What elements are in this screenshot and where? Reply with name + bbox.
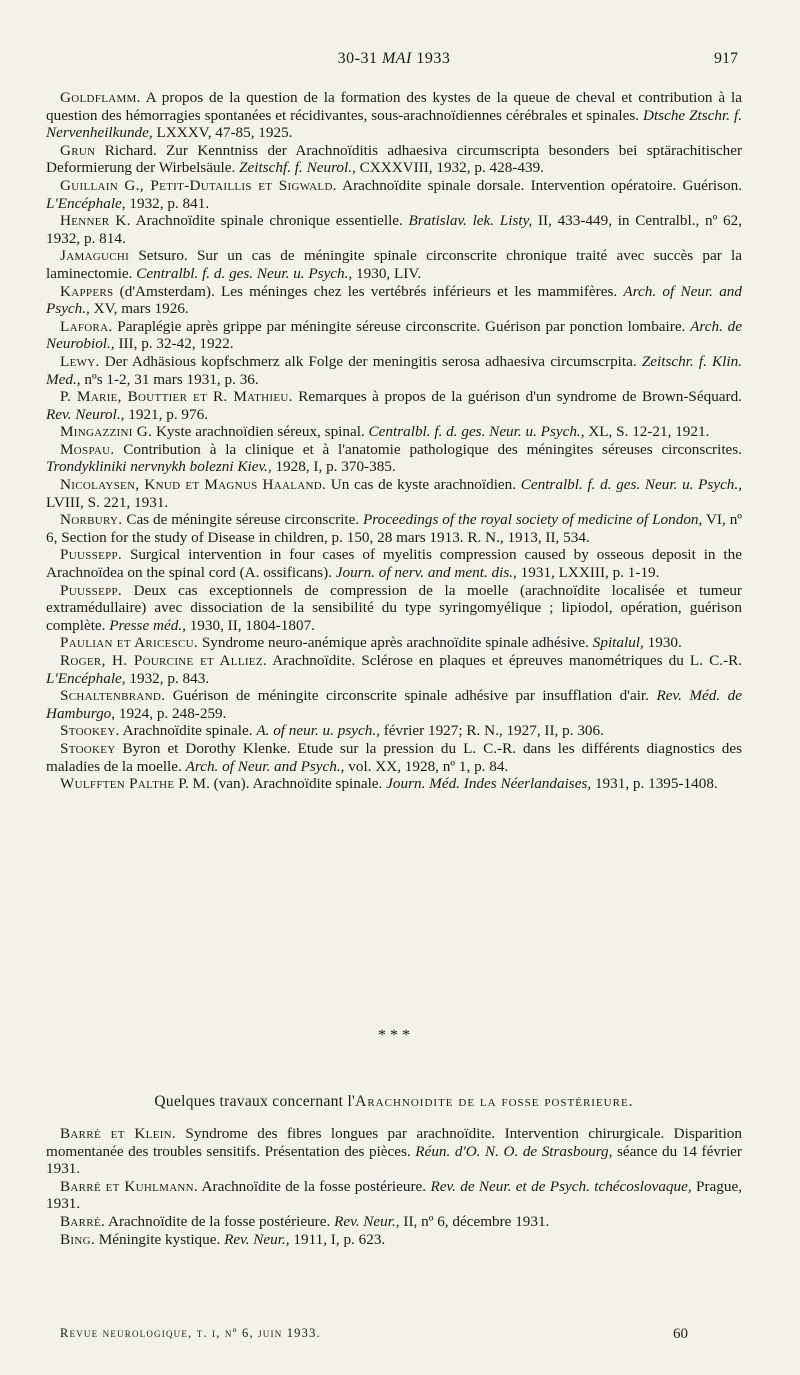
reference-journal: Spitalul, [592, 634, 644, 652]
reference-text: Un cas de kyste arachnoïdien. [326, 476, 521, 494]
reference-details: 1931, LXXIII, p. 1-19. [516, 564, 660, 582]
reference-journal: Arch. de Neurobiol., [46, 317, 743, 353]
reference-text: Syndrome des fibres longues par arachnoïdite. Intervention chirurgicale. Disparition momentanée des troubles sensitifs. Présentation des pièces. [46, 1125, 742, 1160]
reference-journal: Dtsche Ztschr. f. Nervenheilkunde, [46, 106, 743, 142]
reference-entry [46, 1213, 742, 1231]
reference-entry [46, 423, 742, 441]
section-title: Quelques travaux concernant l'Arachnoidite de la fosse postérieure. [154, 1093, 634, 1110]
reference-details: 1932, p. 841. [125, 194, 210, 212]
reference-details: séance du 14 février 1931. [46, 1142, 742, 1178]
reference-text: Der Adhäsious kopfschmerz alk Folge der meningitis serosa adhaesiva circumscrpita. [99, 352, 642, 370]
reference-entry [46, 1231, 742, 1249]
reference-details: 1911, I, p. 623. [289, 1230, 386, 1248]
reference-details: CXXXVIII, 1932, p. 428-439. [355, 159, 544, 177]
reference-author: Barré et Klein. [60, 1125, 177, 1142]
reference-author: Roger, H. Pourcine et Alliez. [60, 652, 267, 669]
reference-author: Paulian et Aricescu. [60, 634, 199, 652]
reference-entry [46, 652, 742, 687]
reference-entry [46, 546, 742, 581]
reference-entry [46, 634, 742, 652]
reference-text: Guérison de méningite circonscrite spinale adhésive par insufflation d'air. [165, 687, 657, 705]
reference-list-posterior-fossa [46, 1125, 742, 1248]
reference-entry [46, 318, 742, 353]
reference-entry [46, 142, 742, 177]
reference-author: Barré et Kuhlmann. [60, 1177, 199, 1195]
reference-journal: Zeitschf. f. Neurol., [239, 159, 356, 177]
reference-entry [46, 212, 742, 247]
reference-journal: Rev. de Neur. et de Psych. tchécoslovaque, [430, 1177, 692, 1195]
reference-text: Arachnoïdite de la fosse postérieure. [198, 1177, 431, 1195]
reference-journal: Arch. of Neur. and Psych., [185, 757, 345, 775]
reference-author: Henner K. [60, 212, 131, 230]
reference-text: Byron et Dorothy Klenke. Etude sur la pression du L. C.-R. dans les différents diagnostics des maladies de la moelle. [46, 739, 742, 775]
reference-author: Nicolaysen, Knud et Magnus Haaland. [60, 476, 327, 494]
reference-author: Lafora. [60, 317, 113, 335]
reference-details: 1930. [643, 634, 682, 652]
reference-details: 1930, LIV. [352, 264, 422, 282]
page-header [46, 50, 742, 72]
reference-journal: Zeitschr. f. Klin. Med., [46, 352, 743, 388]
reference-text: Cas de méningite séreuse circonscrite. [122, 511, 364, 529]
reference-author: Kappers [60, 282, 114, 300]
reference-journal: Rev. Neur., [334, 1212, 400, 1230]
reference-author: Barré. [60, 1212, 106, 1230]
reference-entry [46, 775, 742, 793]
reference-journal: Rev. Neurol., [46, 405, 125, 423]
reference-details: vol. XX, 1928, nº 1, p. 84. [344, 757, 509, 775]
reference-author: Mospau. [60, 440, 115, 458]
reference-details: III, p. 32-42, 1922. [114, 335, 234, 353]
reference-text: Arachnoïdite spinale. [119, 722, 257, 740]
reference-list [46, 89, 742, 793]
reference-author: Stookey [60, 739, 116, 757]
reference-details: 1921, p. 976. [124, 405, 208, 423]
reference-entry [46, 247, 742, 282]
reference-journal: Arch. of Neur. and Psych., [46, 282, 742, 318]
reference-author: Wulfften Palthe [60, 775, 175, 793]
reference-journal: Rev. Neur., [224, 1230, 290, 1248]
reference-details: février 1927; R. N., 1927, II, p. 306. [379, 722, 604, 740]
reference-text: Syndrome neuro-anémique après arachnoïdite spinale adhésive. [198, 634, 593, 652]
reference-author: Norbury. [60, 511, 123, 529]
page-footer [46, 1326, 742, 1346]
reference-entry [46, 283, 742, 318]
reference-journal: Journ. Méd. Indes Néerlandaises, [386, 775, 592, 793]
reference-entry [46, 476, 742, 511]
footer-journal: Revue neurologique, t. i, nº 6, juin 1933. [60, 1326, 321, 1340]
reference-author: Bing. [60, 1230, 95, 1248]
reference-journal: Centralbl. f. d. ges. Neur. u. Psych., [136, 264, 353, 282]
reference-text: P. M. (van). Arachnoïdite spinale. [174, 775, 387, 793]
reference-author: Stookey. [60, 722, 120, 740]
reference-entry [46, 1125, 742, 1178]
reference-entry [46, 441, 742, 476]
reference-journal: L'Encéphale, [46, 194, 126, 212]
reference-journal: Trondykliniki nervnykh bolezni Kiev., [46, 458, 272, 476]
reference-author: Puussepp. [60, 581, 123, 599]
reference-text: Arachnoïdite de la fosse postérieure. [105, 1212, 335, 1230]
reference-text: Surgical intervention in four cases of myelitis compression caused by osseous deposit in the Arachnoïdea on the spinal cord (A. ossificans). [46, 546, 742, 582]
reference-journal: Centralbl. f. d. ges. Neur. u. Psych., [520, 476, 742, 494]
reference-details: 1928, I, p. 370-385. [271, 458, 396, 476]
reference-details: nºs 1-2, 31 mars 1931, p. 36. [80, 370, 259, 388]
reference-details: 1924, p. 248-259. [115, 704, 227, 722]
footer-signature: 60 [673, 1326, 688, 1342]
reference-entry [46, 177, 742, 212]
reference-details: LVIII, S. 221, 1931. [46, 493, 169, 511]
reference-entry [46, 582, 742, 635]
reference-journal: Centralbl. f. d. ges. Neur. u. Psych., [368, 423, 585, 441]
reference-entry [46, 89, 742, 142]
reference-text: Arachnoïdite spinale chronique essentielle. [130, 212, 409, 230]
reference-journal: A. of neur. u. psych., [256, 722, 380, 740]
reference-text: (d'Amsterdam). Les méninges chez les vertébrés inférieurs et les mammifères. [113, 282, 624, 300]
reference-details: XL, S. 12-21, 1921. [584, 423, 710, 441]
reference-details: VI, nº 6, Section for the study of Disease in children, p. 150, 28 mars 1913. R. N., 1913, II, 534. [46, 511, 742, 546]
reference-details: 1930, II, 1804-1807. [185, 616, 315, 634]
reference-text: Méningite kystique. [94, 1230, 225, 1248]
reference-journal: Rev. Méd. de Hamburgo, [46, 687, 742, 722]
reference-author: Schaltenbrand. [60, 687, 166, 705]
reference-entry [46, 722, 742, 740]
reference-text: Remarques à propos de la guérison d'un syndrome de Brown-Séquard. [292, 388, 742, 406]
reference-entry [46, 740, 742, 775]
reference-details: Prague, 1931. [46, 1177, 742, 1213]
reference-text: Richard. Zur Kenntniss der Arachnoïditis adhaesiva circumscripta besonders bei sptärachitischer Deformierung der Wirbelsäule. [46, 141, 742, 177]
section-separator: * * * [378, 1027, 410, 1044]
reference-entry [46, 1178, 742, 1213]
reference-journal: Réun. d'O. N. O. de Strasbourg, [415, 1142, 613, 1160]
reference-journal: Journ. of nerv. and ment. dis., [335, 564, 517, 582]
reference-author: P. Marie, Bouttier et R. Mathieu. [60, 388, 293, 406]
reference-details: LXXXV, 47-85, 1925. [152, 124, 293, 142]
reference-author: Mingazzini G. [60, 423, 153, 441]
reference-text: Deux cas exceptionnels de compression de la moelle (arachnoïdite localisée et tumeur extramédullaire) avec dissociation de la sensibilité du type syringomyélique ; lipiodol, opération, guérison complète. [46, 581, 742, 634]
reference-author: Puussepp. [60, 546, 123, 564]
reference-author: Jamaguchi [60, 247, 130, 265]
reference-text: Arachnoïdite. Sclérose en plaques et épreuves manométriques du L. C.-R. [266, 652, 742, 669]
reference-journal: Presse méd., [109, 616, 186, 634]
reference-details: II, nº 6, décembre 1931. [399, 1212, 550, 1230]
reference-journal: L'Encéphale, [46, 669, 126, 687]
reference-details: II, 433-449, in Centralbl., nº 62, 1932, p. 814. [46, 212, 742, 247]
reference-author: Goldflamm. [60, 89, 141, 106]
reference-text: Arachnoïdite spinale dorsale. Intervention opératoire. Guérison. [336, 176, 742, 194]
reference-text: Setsuro. Sur un cas de méningite spinale circonscrite chronique traité avec succès par la laminectomie. [46, 247, 742, 282]
reference-details: XV, mars 1926. [89, 300, 189, 318]
page-number: 917 [714, 50, 738, 67]
reference-author: Lewy. [60, 352, 100, 370]
reference-journal: Proceedings of the royal society of medicine of London, [363, 511, 703, 529]
running-head-date: 30-31 MAI 1933 [337, 50, 451, 67]
reference-entry [46, 388, 742, 423]
reference-entry [46, 353, 742, 388]
reference-text: Contribution à la clinique et à l'anatomie pathologique des méningites séreuses circonscrites. [114, 440, 742, 458]
reference-details: 1931, p. 1395-1408. [591, 775, 718, 793]
reference-author: Grun [60, 141, 96, 159]
reference-entry [46, 511, 742, 546]
reference-author: Guillain G., Petit-Dutaillis et Sigwald. [60, 176, 337, 194]
reference-text: A propos de la question de la formation des kystes de la queue de cheval et contribution à la question des hémorragies spontanées et récidivantes, sous-arachnoïdiennes cérébrales et spinales. [46, 89, 742, 124]
reference-text: Kyste arachnoïdien séreux, spinal. [152, 423, 369, 441]
reference-journal: Bratislav. lek. Listy, [408, 212, 533, 230]
reference-text: Paraplégie après grippe par méningite séreuse circonscrite. Guérison par ponction lombaire. [112, 317, 691, 335]
reference-details: 1932, p. 843. [125, 669, 210, 687]
reference-entry [46, 687, 742, 722]
